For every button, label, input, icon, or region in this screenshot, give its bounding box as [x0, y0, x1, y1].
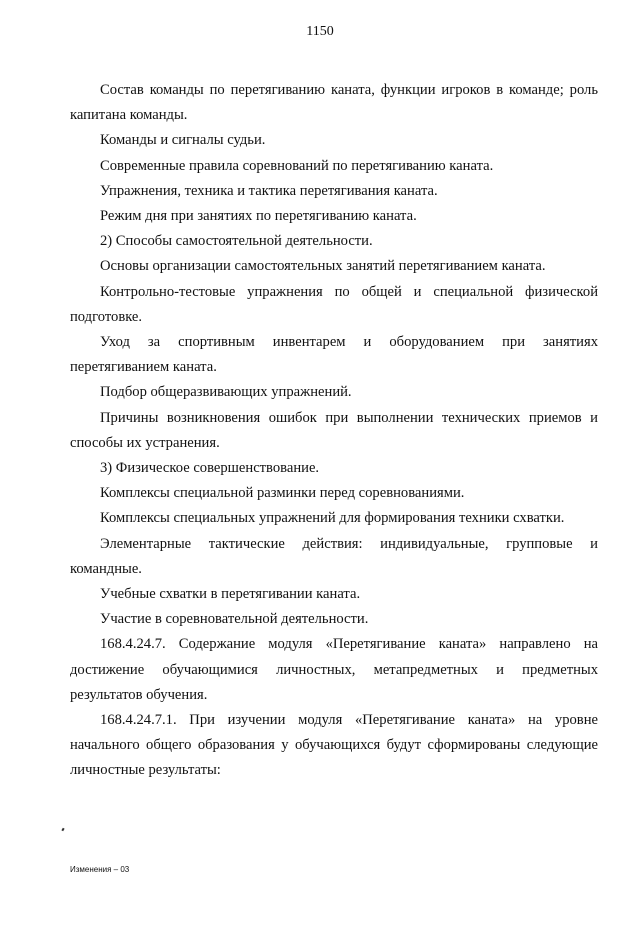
paragraph-section-3-heading: 3) Физическое совершенствование. [100, 460, 320, 477]
page-number: 1150 [306, 24, 334, 39]
paragraph-section-168-4-24-7-1: 168.4.24.7.1. При изучении модуля «Перетягивание каната» на уровне начального общего образования у обучающихся будут сформированы следующие личностные результаты: [70, 712, 598, 779]
paragraph-self-study-basics: Основы организации самостоятельных занятий перетягиванием каната. [100, 258, 546, 275]
paragraph-error-causes: Причины возникновения ошибок при выполнении технических приемов и способы их устранения. [70, 409, 598, 451]
paragraph-section-2-heading: 2) Способы самостоятельной деятельности. [100, 233, 373, 250]
paragraph-training-bouts: Учебные схватки в перетягивании каната. [100, 586, 361, 603]
paragraph-referee-signals: Команды и сигналы судьи. [100, 132, 266, 149]
paragraph-equipment-care: Уход за спортивным инвентарем и оборудованием при занятиях перетягиванием каната. [70, 334, 598, 376]
paragraph-competitions: Участие в соревновательной деятельности. [100, 611, 369, 628]
paragraph-tactical-actions: Элементарные тактические действия: индивидуальные, групповые и командные. [70, 535, 598, 577]
paragraph-daily-regime: Режим дня при занятиях по перетягиванию каната. [100, 208, 417, 225]
paragraph-exercises-technique: Упражнения, техника и тактика перетягивания каната. [100, 182, 438, 199]
paragraph-general-exercises: Подбор общеразвивающих упражнений. [100, 384, 352, 401]
paragraph-warmup-complexes: Комплексы специальной разминки перед соревнованиями. [100, 485, 465, 502]
paragraph-competition-rules: Современные правила соревнований по перетягиванию каната. [100, 157, 494, 174]
scan-speck [61, 828, 64, 832]
paragraph-section-168-4-24-7: 168.4.24.7. Содержание модуля «Перетягивание каната» направлено на достижение обучающимися личностных, метапредметных и предметных результатов обучения. [70, 636, 598, 703]
paragraph-control-tests: Контрольно-тестовые упражнения по общей и специальной физической подготовке. [70, 283, 598, 325]
paragraph-special-exercises: Комплексы специальных упражнений для формирования техники схватки. [100, 510, 565, 527]
footer-revision: Изменения – 03 [70, 865, 130, 874]
document-body [70, 78, 598, 784]
paragraph-team-composition: Состав команды по перетягиванию каната, функции игроков в команде; роль капитана команды. [70, 82, 598, 124]
